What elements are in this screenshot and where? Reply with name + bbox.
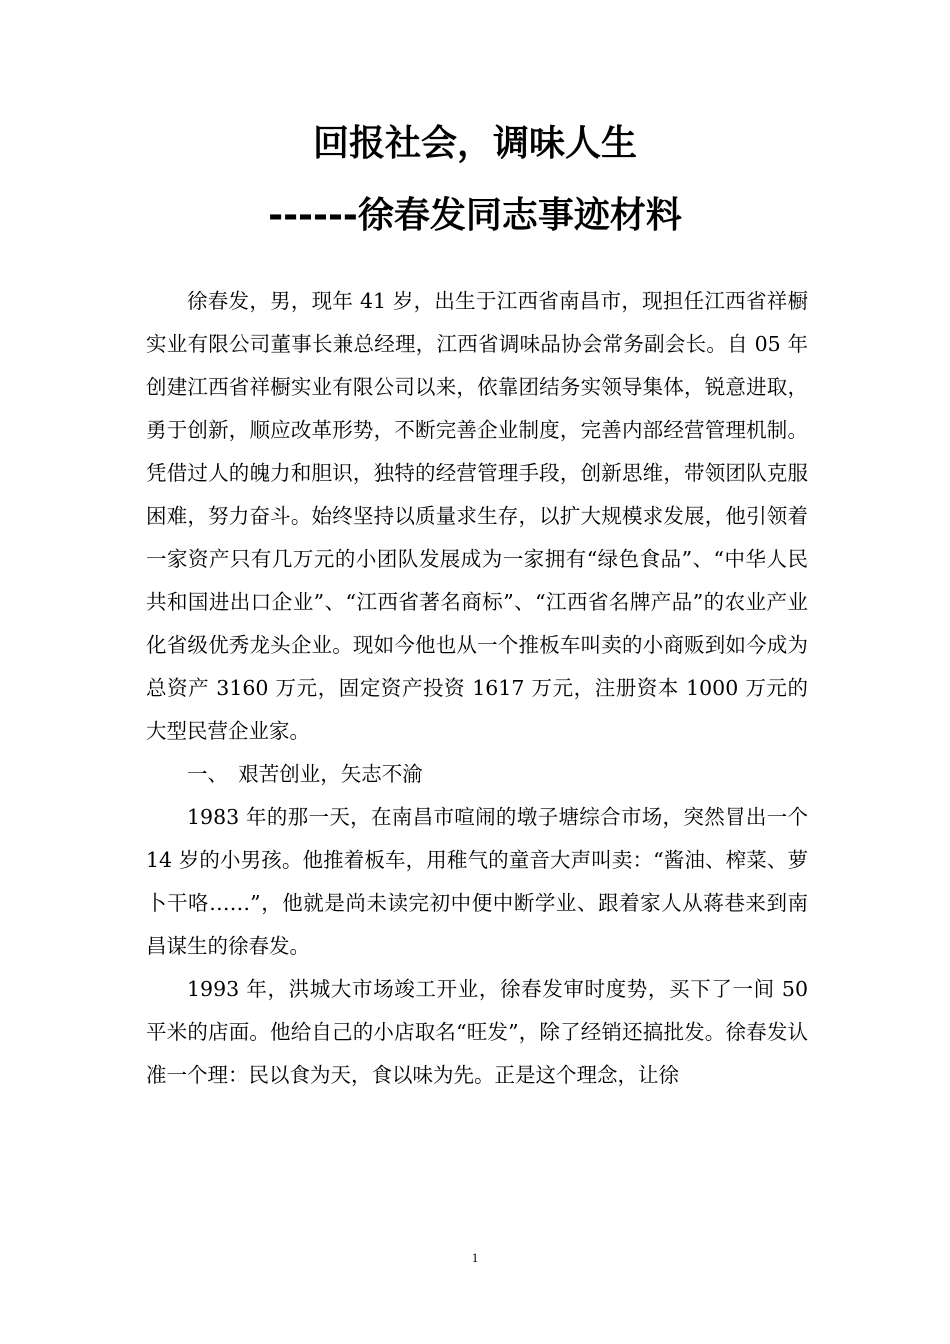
document-body bbox=[146, 280, 808, 1097]
paragraph-1993: 1993 年，洪城大市场竣工开业，徐春发审时度势，买下了一间 50 平米的店面。他给自己的小店取名“旺发”，除了经销还搞批发。徐春发认准一个理：民以食为天，食以味为先。正是这个理念，让徐 bbox=[146, 977, 808, 1087]
paragraph-1983: 1983 年的那一天，在南昌市喧闹的墩子塘综合市场，突然冒出一个 14 岁的小男孩。他推着板车，用稚气的童音大声叫卖：“酱油、榨菜、萝卜干咯……”，他就是尚未读完初中便中断学业、跟着家人从蒋巷来到南昌谋生的徐春发。 bbox=[146, 805, 808, 958]
page-number: 1 bbox=[471, 1250, 479, 1265]
section-heading-1: 一、 艰苦创业，矢志不渝 bbox=[187, 762, 423, 786]
document-title: 回报社会，调味人生 bbox=[312, 123, 637, 164]
paragraph-intro: 徐春发，男，现年 41 岁，出生于江西省南昌市，现担任江西省祥橱实业有限公司董事长兼总经理，江西省调味品协会常务副会长。自 05 年创建江西省祥橱实业有限公司以来，依靠团结务实领导集体，锐意进取，勇于创新，顺应改革形势，不断完善企业制度，完善内部经营管理机制。凭借过人的魄力和胆识，独特的经营管理手段，创新思维，带领团队克服困难，努力奋斗。始终坚持以质量求生存，以扩大规模求发展，他引领着一家资产只有几万元的小团队发展成为一家拥有“绿色食品”、“中华人民共和国进出口企业”、“江西省著名商标”、“江西省名牌产品”的农业产业化省级优秀龙头企业。现如今他也从一个推板车叫卖的小商贩到如今成为总资产 3160 万元，固定资产投资 1617 万元，注册资本 1000 万元的大型民营企业家。 bbox=[146, 289, 808, 743]
document-subtitle: ------徐春发同志事迹材料 bbox=[268, 195, 682, 236]
